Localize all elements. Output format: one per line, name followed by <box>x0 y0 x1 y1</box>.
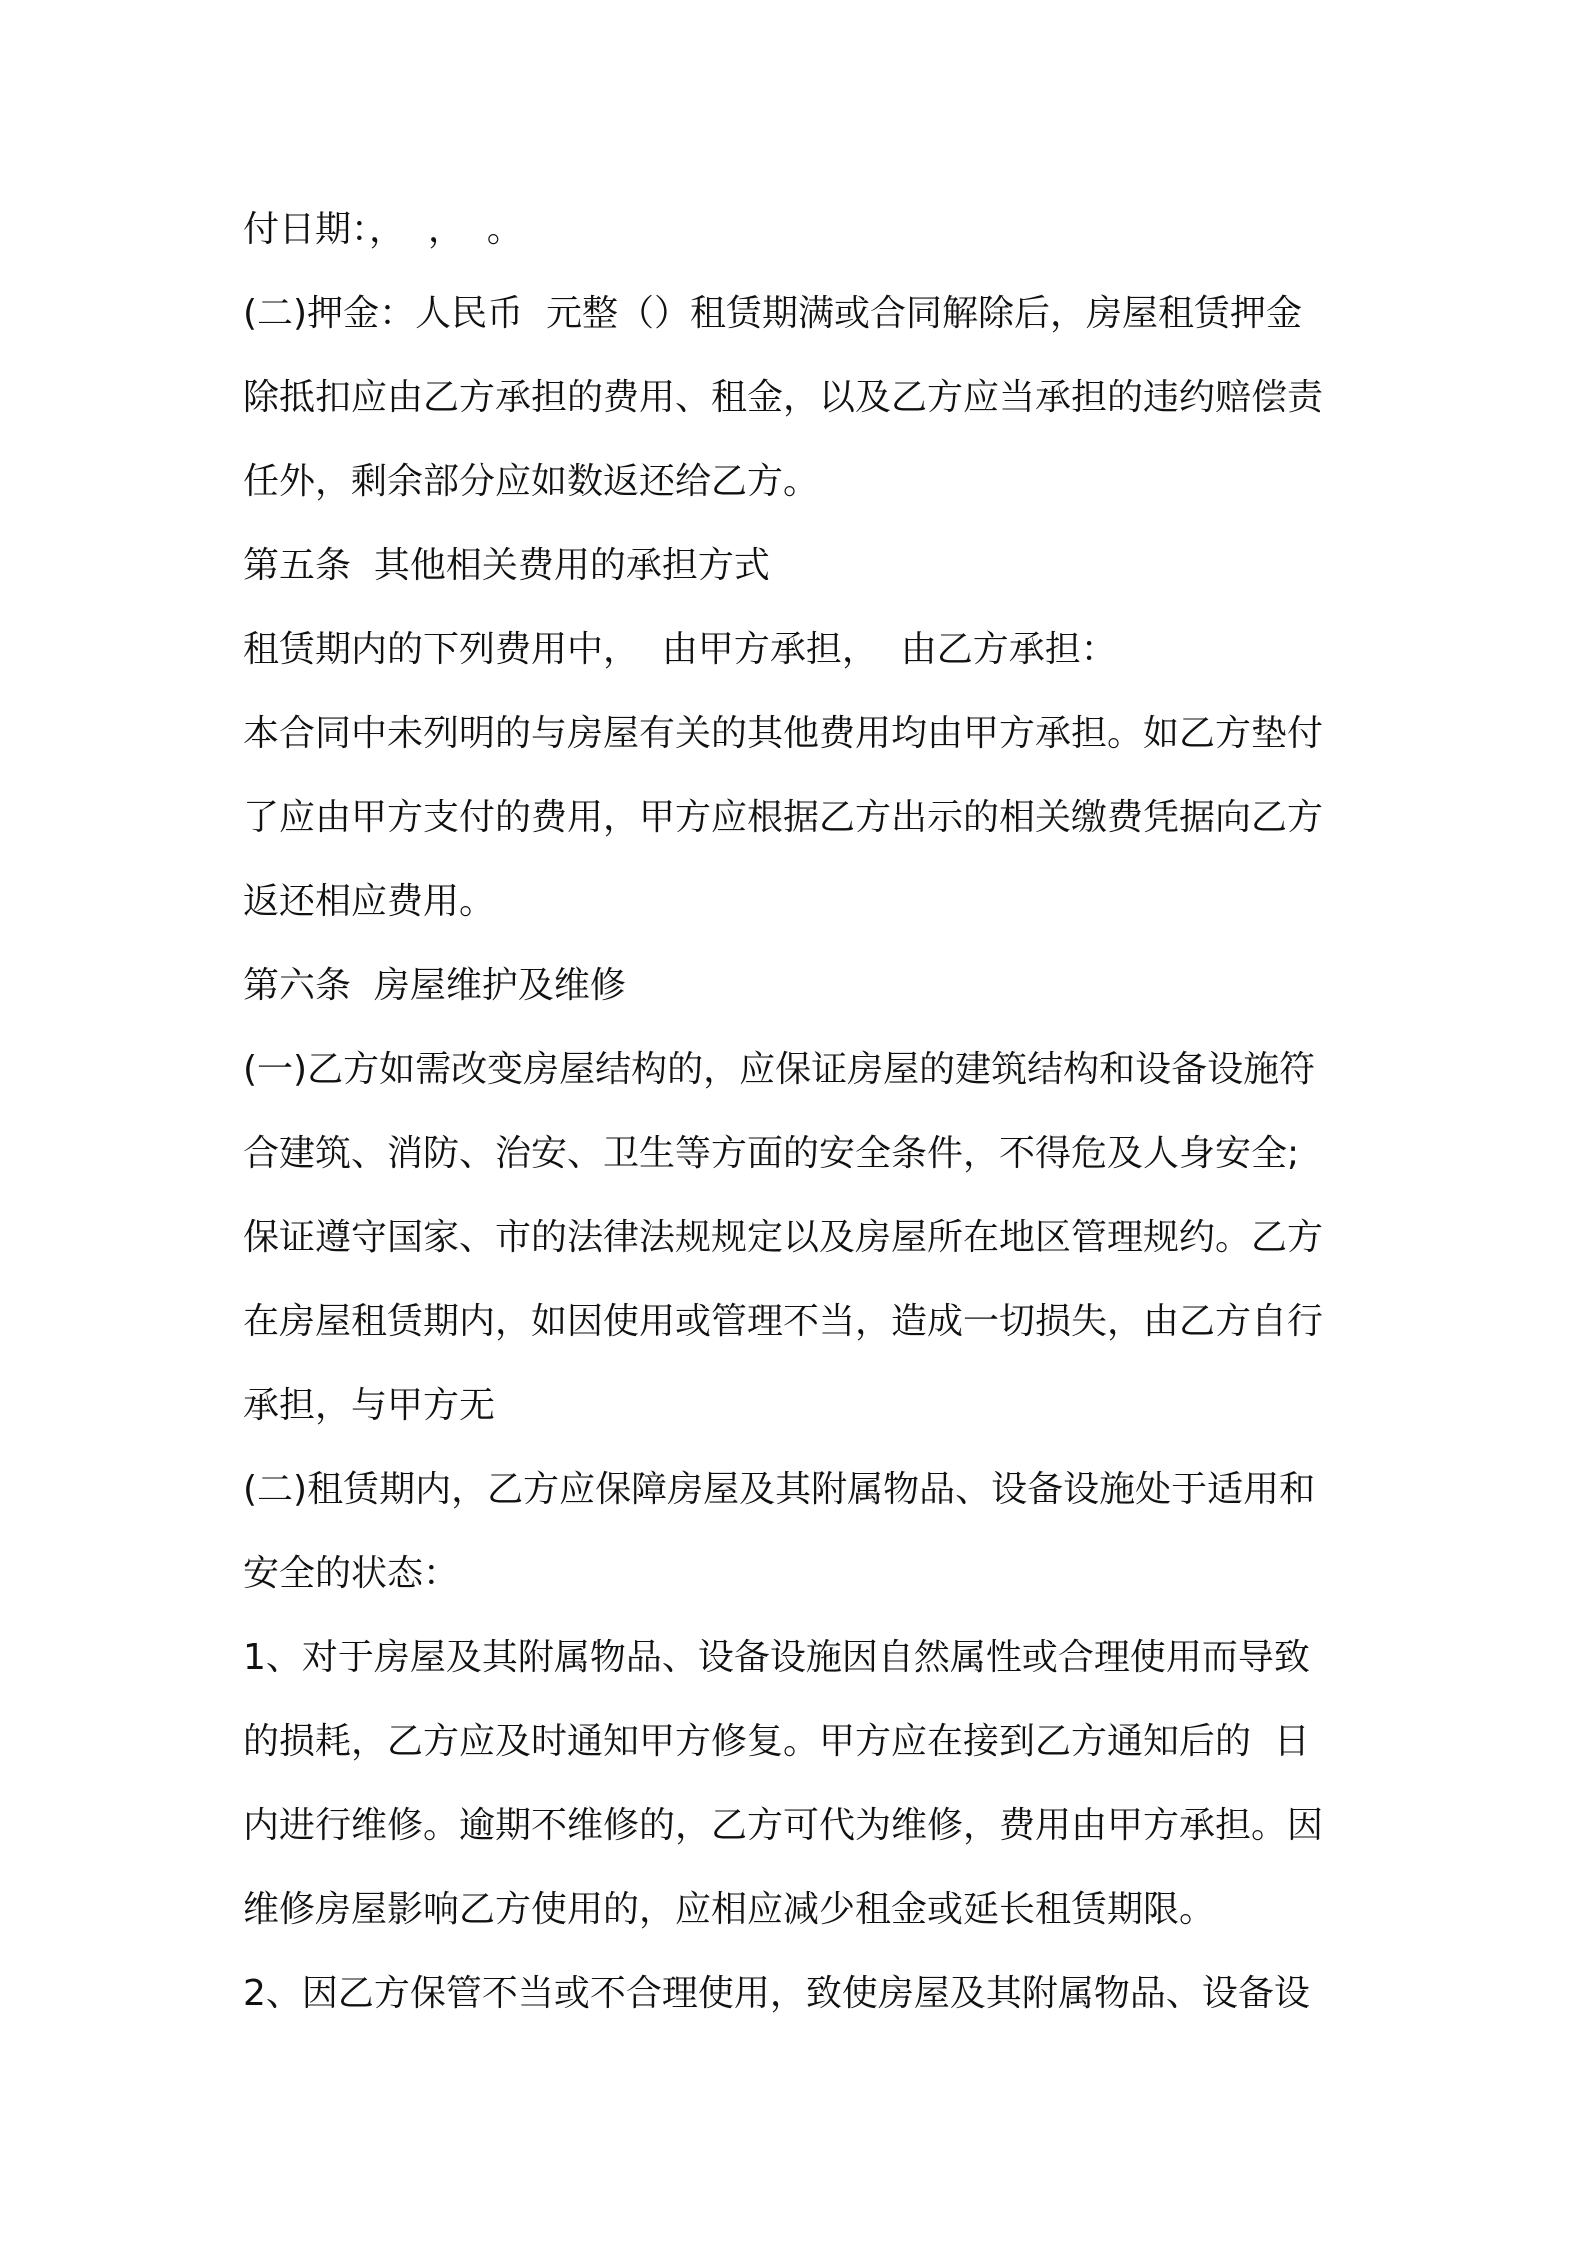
text-line: 租赁期内的下列费用中， 由甲方承担， 由乙方承担： <box>243 629 1117 670</box>
text-line: 承担，与甲方无 <box>243 1385 496 1426</box>
text-line: 任外，剩余部分应如数返还给乙方。 <box>243 461 820 502</box>
text-line: 返还相应费用。 <box>243 881 496 922</box>
text-line: 合建筑、消防、治安、卫生等方面的安全条件，不得危及人身安全; <box>243 1133 1300 1174</box>
text-line: 安全的状态： <box>243 1553 460 1594</box>
text-line: 在房屋租赁期内，如因使用或管理不当，造成一切损失，由乙方自行 <box>243 1301 1324 1342</box>
text-line: 除抵扣应由乙方承担的费用、租金，以及乙方应当承担的违约赔偿责 <box>243 377 1324 418</box>
text-line: 本合同中未列明的与房屋有关的其他费用均由甲方承担。如乙方垫付 <box>243 713 1324 754</box>
section-heading: 第五条 其他相关费用的承担方式 <box>243 545 770 586</box>
section-heading: 第六条 房屋维护及维修 <box>243 965 626 1006</box>
text-line: 维修房屋影响乙方使用的，应相应减少租金或延长租赁期限。 <box>243 1889 1216 1930</box>
text-line: 1、对于房屋及其附属物品、设备设施因自然属性或合理使用而导致 <box>243 1637 1310 1678</box>
text-line: 了应由甲方支付的费用，甲方应根据乙方出示的相关缴费凭据向乙方 <box>243 797 1324 838</box>
text-line: 2、因乙方保管不当或不合理使用，致使房屋及其附属物品、设备设 <box>243 1973 1310 2014</box>
text-line: (二)租赁期内，乙方应保障房屋及其附属物品、设备设施处于适用和 <box>243 1469 1316 1510</box>
text-line: 内进行维修。逾期不维修的，乙方可代为维修，费用由甲方承担。因 <box>243 1805 1324 1846</box>
text-line: 保证遵守国家、市的法律法规规定以及房屋所在地区管理规约。乙方 <box>243 1217 1324 1258</box>
text-line: (二)押金：人民币 元整（）租赁期满或合同解除后，房屋租赁押金 <box>243 293 1302 334</box>
text-line: 的损耗，乙方应及时通知甲方修复。甲方应在接到乙方通知后的 日 <box>243 1721 1310 1762</box>
text-line: (一)乙方如需改变房屋结构的，应保证房屋的建筑结构和设备设施符 <box>243 1049 1316 1090</box>
text-line: 付日期：， ， 。 <box>243 209 523 250</box>
